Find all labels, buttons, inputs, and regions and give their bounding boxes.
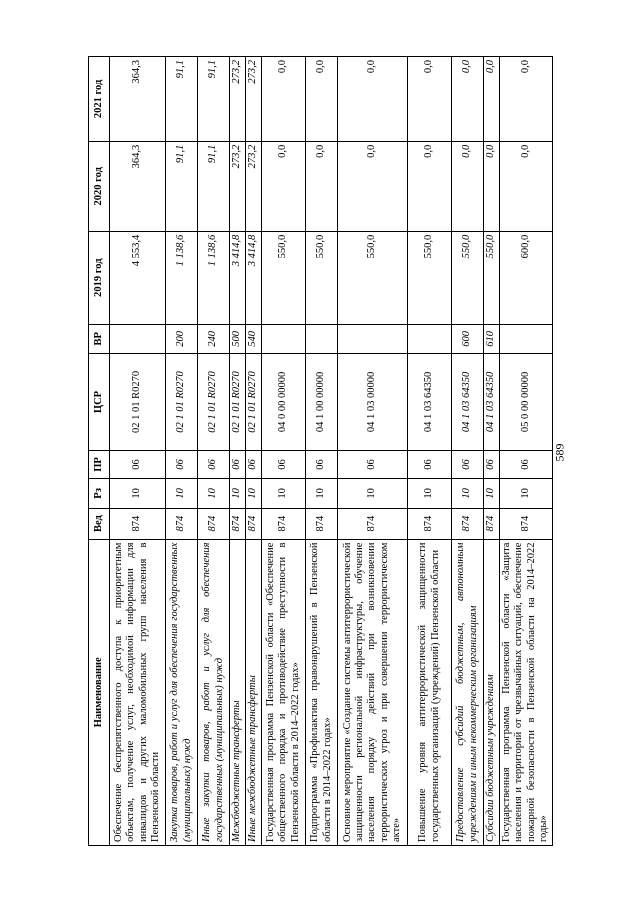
cell-vr (408, 324, 452, 354)
cell-y2019: 3 414,8 (246, 231, 262, 324)
cell-y2021: 0,0 (338, 57, 408, 142)
cell-csr: 04 1 00 00000 (306, 354, 338, 451)
cell-rz: 10 (500, 479, 553, 509)
cell-vr: 200 (166, 324, 198, 354)
cell-y2021: 0,0 (306, 57, 338, 142)
cell-y2019: 550,0 (484, 231, 500, 324)
cell-y2019: 550,0 (452, 231, 484, 324)
cell-y2019: 550,0 (306, 231, 338, 324)
cell-csr: 04 1 03 64350 (452, 354, 484, 451)
cell-y2021: 364,3 (110, 57, 166, 142)
cell-name: Иные закупки товаров, работ и услуг для обеспечения государственных (муниципальных) нужд (198, 539, 230, 845)
header-pr: ПР (89, 450, 110, 478)
cell-name: Предоставление субсидий бюджетным, автономным учреждениям и иным некоммерческим организациям (452, 539, 484, 845)
cell-rz: 10 (338, 479, 408, 509)
table-row (198, 57, 230, 846)
cell-vr: 610 (484, 324, 500, 354)
cell-ved: 874 (500, 508, 553, 539)
cell-csr: 04 1 03 64350 (408, 354, 452, 451)
cell-y2020: 0,0 (262, 141, 306, 231)
cell-rz: 10 (110, 479, 166, 509)
cell-vr (306, 324, 338, 354)
table-header-row (89, 57, 110, 846)
cell-y2019: 550,0 (408, 231, 452, 324)
cell-csr: 02 1 01 R0270 (230, 354, 246, 451)
cell-pr: 06 (408, 450, 452, 478)
cell-y2020: 91,1 (198, 141, 230, 231)
cell-y2020: 0,0 (408, 141, 452, 231)
cell-csr: 04 1 03 00000 (338, 354, 408, 451)
cell-vr (110, 324, 166, 354)
cell-y2021: 273,2 (230, 57, 246, 142)
cell-name: Закупка товаров, работ и услуг для обеспечения государственных (муниципальных) нужд (166, 539, 198, 845)
cell-y2021: 91,1 (198, 57, 230, 142)
cell-ved: 874 (306, 508, 338, 539)
cell-ved: 874 (338, 508, 408, 539)
cell-name: Обеспечение беспрепятственного доступа к приоритетным объектам, получение услуг, необходимой информации для инвалидов и других маломобильных групп населения в Пензенской области (110, 539, 166, 845)
cell-pr: 06 (246, 450, 262, 478)
cell-pr: 06 (198, 450, 230, 478)
cell-vr (338, 324, 408, 354)
cell-y2019: 600,0 (500, 231, 553, 324)
cell-y2021: 0,0 (262, 57, 306, 142)
budget-table-container (88, 56, 550, 846)
cell-pr: 06 (338, 450, 408, 478)
table-row (166, 57, 198, 846)
cell-vr: 600 (452, 324, 484, 354)
cell-rz: 10 (262, 479, 306, 509)
table-row (110, 57, 166, 846)
cell-vr (262, 324, 306, 354)
cell-y2020: 0,0 (500, 141, 553, 231)
header-csr: ЦСР (89, 354, 110, 451)
cell-rz: 10 (198, 479, 230, 509)
cell-name: Основное мероприятие «Создание системы антитеррористической защищенности региональной инфраструктуры, обучение населения порядку действий при возникновении террористических угроз и при совершении террористическом акте» (338, 539, 408, 845)
cell-name: Субсидии бюджетным учреждениям (484, 539, 500, 845)
table-row (262, 57, 306, 846)
cell-name: Государственная программа Пензенской области «Защита населения и территорий от чрезвычайных ситуаций, обеспечение пожарной безопасности в Пензенской области на 2014–2022 годы» (500, 539, 553, 845)
cell-rz: 10 (306, 479, 338, 509)
cell-y2020: 273,2 (230, 141, 246, 231)
cell-name: Иные межбюджетные трансферты (246, 539, 262, 845)
cell-y2021: 91,1 (166, 57, 198, 142)
cell-pr: 06 (452, 450, 484, 478)
cell-y2021: 273,2 (246, 57, 262, 142)
cell-pr: 06 (500, 450, 553, 478)
header-vr: ВР (89, 324, 110, 354)
cell-pr: 06 (110, 450, 166, 478)
cell-y2019: 1 138,6 (166, 231, 198, 324)
table-row (452, 57, 484, 846)
cell-pr: 06 (262, 450, 306, 478)
cell-ved: 874 (110, 508, 166, 539)
header-rz: Рз (89, 479, 110, 509)
cell-csr: 02 1 01 R0270 (110, 354, 166, 451)
cell-rz: 10 (452, 479, 484, 509)
cell-vr: 240 (198, 324, 230, 354)
cell-y2019: 3 414,8 (230, 231, 246, 324)
cell-csr: 04 1 03 64350 (484, 354, 500, 451)
cell-y2021: 0,0 (452, 57, 484, 142)
cell-y2019: 4 553,4 (110, 231, 166, 324)
cell-rz: 10 (408, 479, 452, 509)
cell-pr: 06 (166, 450, 198, 478)
cell-y2019: 550,0 (338, 231, 408, 324)
cell-rz: 10 (246, 479, 262, 509)
cell-csr: 02 1 01 R0270 (166, 354, 198, 451)
cell-ved: 874 (452, 508, 484, 539)
header-2020: 2020 год (89, 141, 110, 231)
cell-name: Подпрограмма «Профилактика правонарушений в Пензенской области в 2014–2022 годах» (306, 539, 338, 845)
cell-y2019: 1 138,6 (198, 231, 230, 324)
cell-y2020: 0,0 (484, 141, 500, 231)
table-row (408, 57, 452, 846)
cell-ved: 874 (484, 508, 500, 539)
cell-y2019: 550,0 (262, 231, 306, 324)
budget-table (88, 56, 553, 846)
cell-y2021: 0,0 (500, 57, 553, 142)
cell-pr: 06 (306, 450, 338, 478)
cell-rz: 10 (166, 479, 198, 509)
cell-y2020: 364,3 (110, 141, 166, 231)
cell-vr: 500 (230, 324, 246, 354)
cell-y2021: 0,0 (408, 57, 452, 142)
cell-y2020: 0,0 (338, 141, 408, 231)
table-row (484, 57, 500, 846)
cell-csr: 02 1 01 R0270 (198, 354, 230, 451)
table-row (306, 57, 338, 846)
cell-csr: 04 0 00 00000 (262, 354, 306, 451)
table-row (230, 57, 246, 846)
cell-pr: 06 (484, 450, 500, 478)
cell-y2020: 91,1 (166, 141, 198, 231)
header-ved: Вед (89, 508, 110, 539)
cell-ved: 874 (262, 508, 306, 539)
table-row (246, 57, 262, 846)
cell-vr: 540 (246, 324, 262, 354)
header-name: Наименование (89, 539, 110, 845)
header-2021: 2021 год (89, 57, 110, 142)
cell-y2020: 0,0 (452, 141, 484, 231)
table-row (500, 57, 553, 846)
header-2019: 2019 год (89, 231, 110, 324)
cell-ved: 874 (198, 508, 230, 539)
cell-ved: 874 (246, 508, 262, 539)
cell-pr: 06 (230, 450, 246, 478)
table-body (110, 57, 553, 846)
cell-y2020: 273,2 (246, 141, 262, 231)
cell-y2020: 0,0 (306, 141, 338, 231)
table-row (338, 57, 408, 846)
cell-name: Межбюджетные трансферты (230, 539, 246, 845)
cell-ved: 874 (230, 508, 246, 539)
cell-ved: 874 (408, 508, 452, 539)
cell-csr: 05 0 00 00000 (500, 354, 553, 451)
cell-ved: 874 (166, 508, 198, 539)
cell-name: Повышение уровня антитеррористической защищенности государственных организаций (учреждений) Пензенской области (408, 539, 452, 845)
cell-rz: 10 (230, 479, 246, 509)
cell-vr (500, 324, 553, 354)
cell-name: Государственная программа Пензенской области «Обеспечение общественного порядка и противодействие преступности в Пензенской области в 2014–2022 годах» (262, 539, 306, 845)
page-number: 589 (552, 443, 567, 462)
cell-rz: 10 (484, 479, 500, 509)
cell-csr: 02 1 01 R0270 (246, 354, 262, 451)
cell-y2021: 0,0 (484, 57, 500, 142)
